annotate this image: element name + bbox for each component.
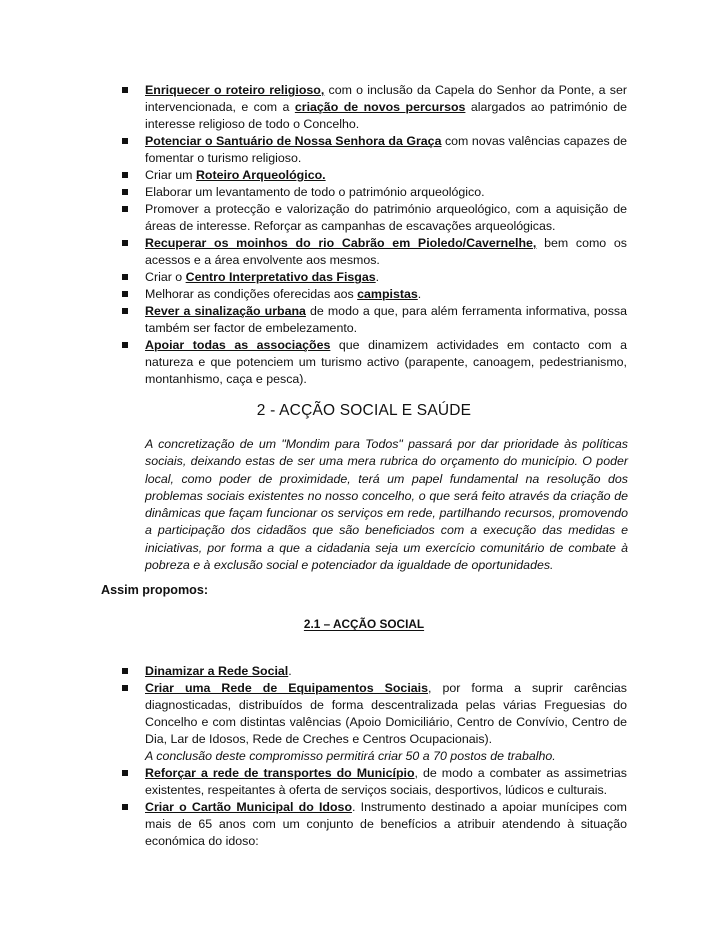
list-item bbox=[0, 133, 728, 167]
bullet-icon bbox=[122, 189, 128, 195]
bullet-icon bbox=[122, 685, 128, 691]
item-prefix: Melhorar as condições oferecidas aos bbox=[145, 287, 358, 301]
item-bold-2: criação de novos percursos bbox=[294, 100, 466, 114]
subsection-title: 2.1 – ACÇÃO SOCIAL bbox=[303, 617, 425, 631]
item-bold: Roteiro Arqueológico. bbox=[195, 168, 326, 182]
item-text: , por forma a suprir carências diagnosticadas, distribuídos de forma descentralizada pelas várias Freguesias do Concelho e com distintas valências (Apoio Domiciliário, Centro de Convívio, Centro de Dia, Lar de Idosos, Rede de Creches e Centros Ocupacionais). bbox=[145, 681, 627, 746]
item-italic-note: A conclusão deste compromisso permitirá criar 50 a 70 postos de trabalho. bbox=[145, 749, 556, 763]
list-item bbox=[0, 303, 728, 337]
item-text: . bbox=[417, 287, 422, 301]
bullet-icon bbox=[122, 668, 128, 674]
list-item bbox=[0, 82, 728, 133]
item-bold: Criar o Cartão Municipal do Idoso bbox=[145, 800, 353, 814]
bullet-icon bbox=[122, 172, 128, 178]
bullet-icon bbox=[122, 291, 128, 297]
item-bold: campistas bbox=[357, 287, 418, 301]
bullet-icon bbox=[122, 770, 128, 776]
bullet-icon bbox=[122, 342, 128, 348]
bullet-icon bbox=[122, 308, 128, 314]
item-text: Promover a protecção e valorização do património arqueológico, com a aquisição de áreas de interesse. Reforçar as campanhas de escavações arqueológicas. bbox=[145, 202, 627, 233]
bullet-icon bbox=[122, 804, 128, 810]
list-item bbox=[0, 799, 728, 850]
list-item bbox=[0, 201, 728, 235]
item-bold: Centro Interpretativo das Fisgas bbox=[185, 270, 376, 284]
list-item bbox=[0, 269, 728, 286]
item-bold: Reforçar a rede de transportes do Município bbox=[145, 766, 415, 780]
item-prefix: Criar o bbox=[145, 270, 186, 284]
bullet-icon bbox=[122, 87, 128, 93]
tourism-proposals-list bbox=[0, 82, 728, 388]
list-item bbox=[0, 286, 728, 303]
list-item bbox=[0, 337, 728, 388]
item-text: com o inclusão da Capela do Senhor da Ponte, a ser intervencionada, e com a bbox=[145, 83, 627, 114]
item-bold: Dinamizar a Rede Social bbox=[145, 664, 289, 678]
item-text: Elaborar um levantamento de todo o património arqueológico. bbox=[145, 185, 485, 199]
list-item bbox=[0, 765, 728, 799]
list-item bbox=[0, 184, 728, 201]
assim-propomos-heading: Assim propomos: bbox=[101, 583, 209, 597]
item-bold: Recuperar os moinhos do rio Cabrão em Pioledo/Cavernelhe, bbox=[145, 236, 537, 250]
item-text: que dinamizem actividades em contacto com a natureza e que potenciem um turismo activo (parapente, canoagem, pedestrianismo, montanhismo, caça e pesca). bbox=[145, 338, 627, 386]
item-text: . bbox=[375, 270, 380, 284]
list-item bbox=[0, 680, 728, 765]
item-bold: Rever a sinalização urbana bbox=[145, 304, 306, 318]
bullet-icon bbox=[122, 138, 128, 144]
item-text: . bbox=[288, 664, 292, 678]
item-text-2: alargados ao património de interesse religioso de todo o Concelho. bbox=[145, 100, 627, 131]
item-bold: Potenciar o Santuário de Nossa Senhora da Graça bbox=[145, 134, 442, 148]
list-item bbox=[0, 663, 728, 680]
item-bold: Apoiar todas as associações bbox=[145, 338, 331, 352]
item-bold: Enriquecer o roteiro religioso, bbox=[145, 83, 325, 97]
list-item bbox=[0, 167, 728, 184]
social-action-list bbox=[0, 663, 728, 850]
bullet-icon bbox=[122, 206, 128, 212]
intro-paragraph: A concretização de um "Mondim para Todos" passará por dar prioridade às políticas sociais, deixando estas de ser uma mera rubrica do orçamento do município. O poder local, como poder de proximidade, terá um papel fundamental na resolução dos problemas sociais existentes no nosso concelho, o que será feito através da criação de dinâmicas que façam funcionar os serviços em rede, partilhando recursos, promovendo a participação dos cidadãos que são beneficiados com a execução das medidas e iniciativas, por forma a que a cidadania seja um exercício comunitário de combate à pobreza e à exclusão social e potenciador da igualdade de oportunidades. bbox=[145, 437, 628, 573]
bullet-icon bbox=[122, 274, 128, 280]
list-item bbox=[0, 235, 728, 269]
section-title: 2 - ACÇÃO SOCIAL E SAÚDE bbox=[256, 402, 472, 419]
item-text: bem como os acessos e a área envolvente aos mesmos. bbox=[145, 236, 627, 267]
item-prefix: Criar um bbox=[145, 168, 196, 182]
item-text: , de modo a combater as assimetrias existentes, respeitantes à oferta de serviços sociais, desportivos, lúdicos e culturais. bbox=[145, 766, 627, 797]
item-text: de modo a que, para além ferramenta informativa, possa também ser factor de embelezamento. bbox=[145, 304, 627, 335]
item-bold: Criar uma Rede de Equipamentos Sociais bbox=[145, 681, 428, 695]
item-text: com novas valências capazes de fomentar o turismo religioso. bbox=[145, 134, 628, 165]
bullet-icon bbox=[122, 240, 128, 246]
item-text: . Instrumento destinado a apoiar munícipes com mais de 65 anos com um conjunto de benefícios a atribuir atendendo à situação económica do idoso: bbox=[145, 800, 627, 848]
